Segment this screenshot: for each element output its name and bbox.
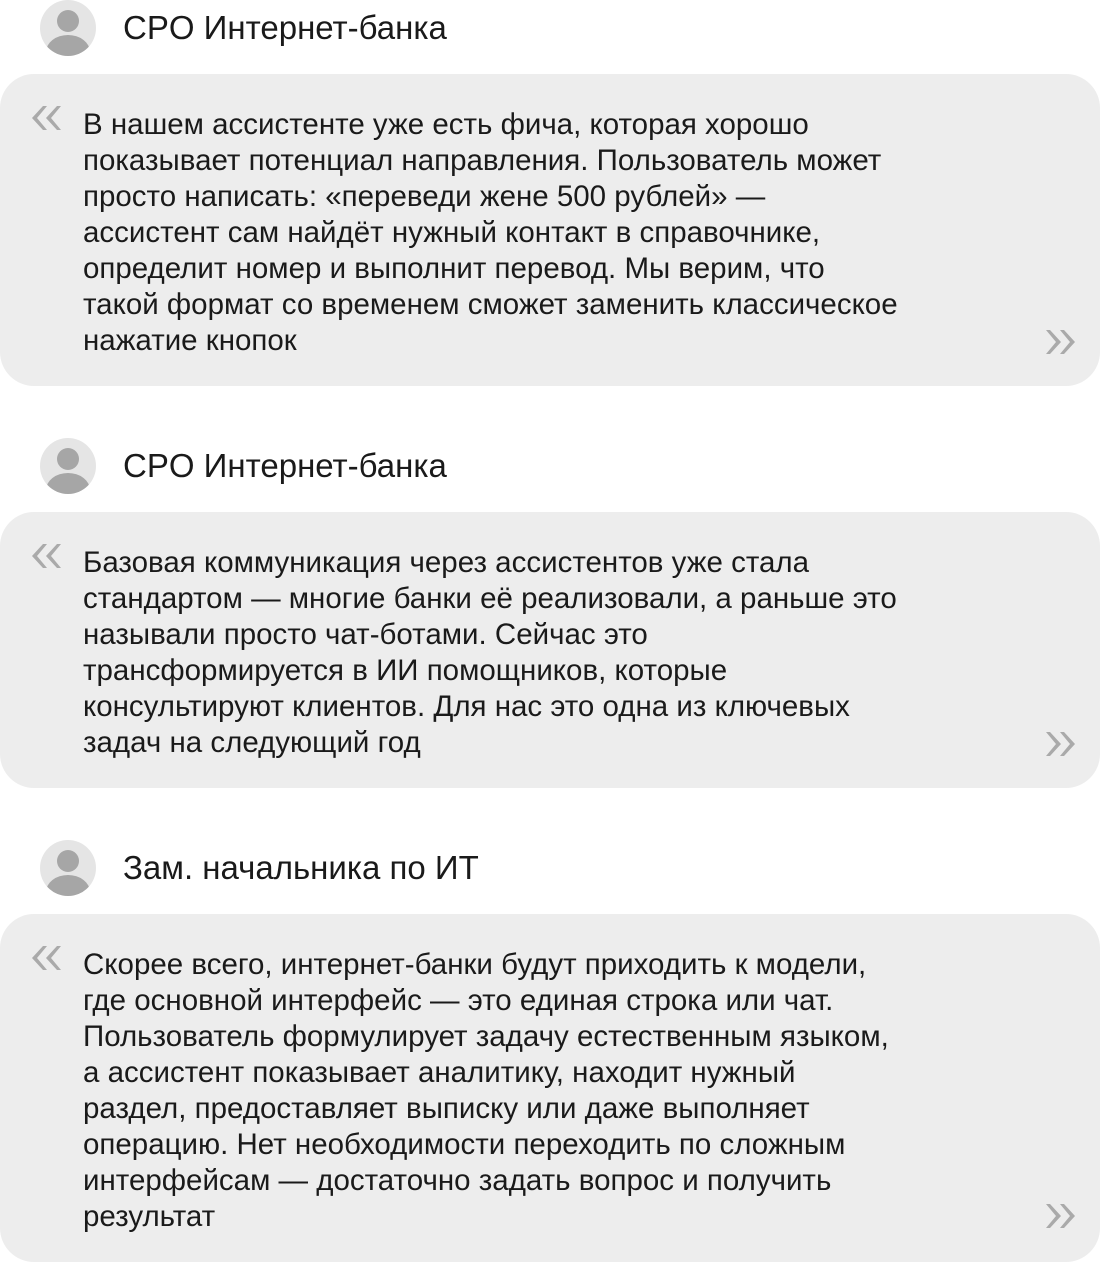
quote-line: ассистент сам найдёт нужный контакт в справочнике, — [83, 216, 821, 249]
author-name: CPO Интернет-банка — [123, 9, 447, 46]
quote-bubble — [0, 914, 1100, 1262]
quote-line: называли просто чат-ботами. Сейчас это — [83, 618, 648, 651]
quote-line: Базовая коммуникация через ассистентов уже стала — [83, 546, 810, 579]
quote-line: результат — [83, 1200, 216, 1233]
quote-bubble — [0, 74, 1100, 386]
quote-line: а ассистент показывает аналитику, находит нужный — [83, 1056, 796, 1089]
quote-line: стандартом — многие банки её реализовали, а раньше это — [83, 582, 897, 615]
quote-line: Пользователь формулирует задачу естественным языком, — [83, 1020, 889, 1053]
avatar — [40, 840, 96, 896]
quote-line: операцию. Нет необходимости переходить по сложным — [83, 1128, 846, 1161]
quote-bubble — [0, 512, 1100, 788]
quote-line: В нашем ассистенте уже есть фича, которая хорошо — [83, 108, 809, 141]
quote-line: определит номер и выполнит перевод. Мы верим, что — [83, 252, 825, 285]
quote-line: консультируют клиентов. Для нас это одна из ключевых — [83, 690, 850, 723]
author-row — [40, 0, 447, 56]
open-quote-icon — [29, 104, 63, 132]
quote-line: где основной интерфейс — это единая строка или чат. — [83, 984, 834, 1017]
quote-line: такой формат со временем сможет заменить классическое — [83, 288, 898, 321]
quote-line: трансформируется в ИИ помощников, которые — [83, 654, 728, 687]
quote-line: нажатие кнопок — [83, 324, 297, 357]
quote-line: Скорее всего, интернет-банки будут приходить к модели, — [83, 948, 867, 981]
quote-line: раздел, предоставляет выписку или даже выполняет — [83, 1092, 810, 1125]
quote-line: просто написать: «переведи жене 500 рублей» — — [83, 180, 766, 213]
close-quote-icon — [1044, 730, 1078, 758]
quote-text — [83, 107, 1043, 359]
user-silhouette-icon — [40, 438, 96, 494]
quote-text — [83, 545, 1043, 761]
author-name: CPO Интернет-банка — [123, 447, 447, 484]
avatar — [40, 438, 96, 494]
quote-line: показывает потенциал направления. Пользователь может — [83, 144, 882, 177]
open-quote-icon — [29, 542, 63, 570]
open-quote-icon — [29, 944, 63, 972]
user-silhouette-icon — [40, 840, 96, 896]
user-silhouette-icon — [40, 0, 96, 56]
author-row — [40, 840, 479, 896]
quote-line: задач на следующий год — [83, 726, 421, 759]
close-quote-icon — [1044, 1202, 1078, 1230]
quote-text — [83, 947, 1043, 1235]
author-row — [40, 438, 447, 494]
avatar — [40, 0, 96, 56]
close-quote-icon — [1044, 328, 1078, 356]
author-name: Зам. начальника по ИТ — [123, 849, 479, 886]
quote-line: интерфейсам — достаточно задать вопрос и получить — [83, 1164, 832, 1197]
